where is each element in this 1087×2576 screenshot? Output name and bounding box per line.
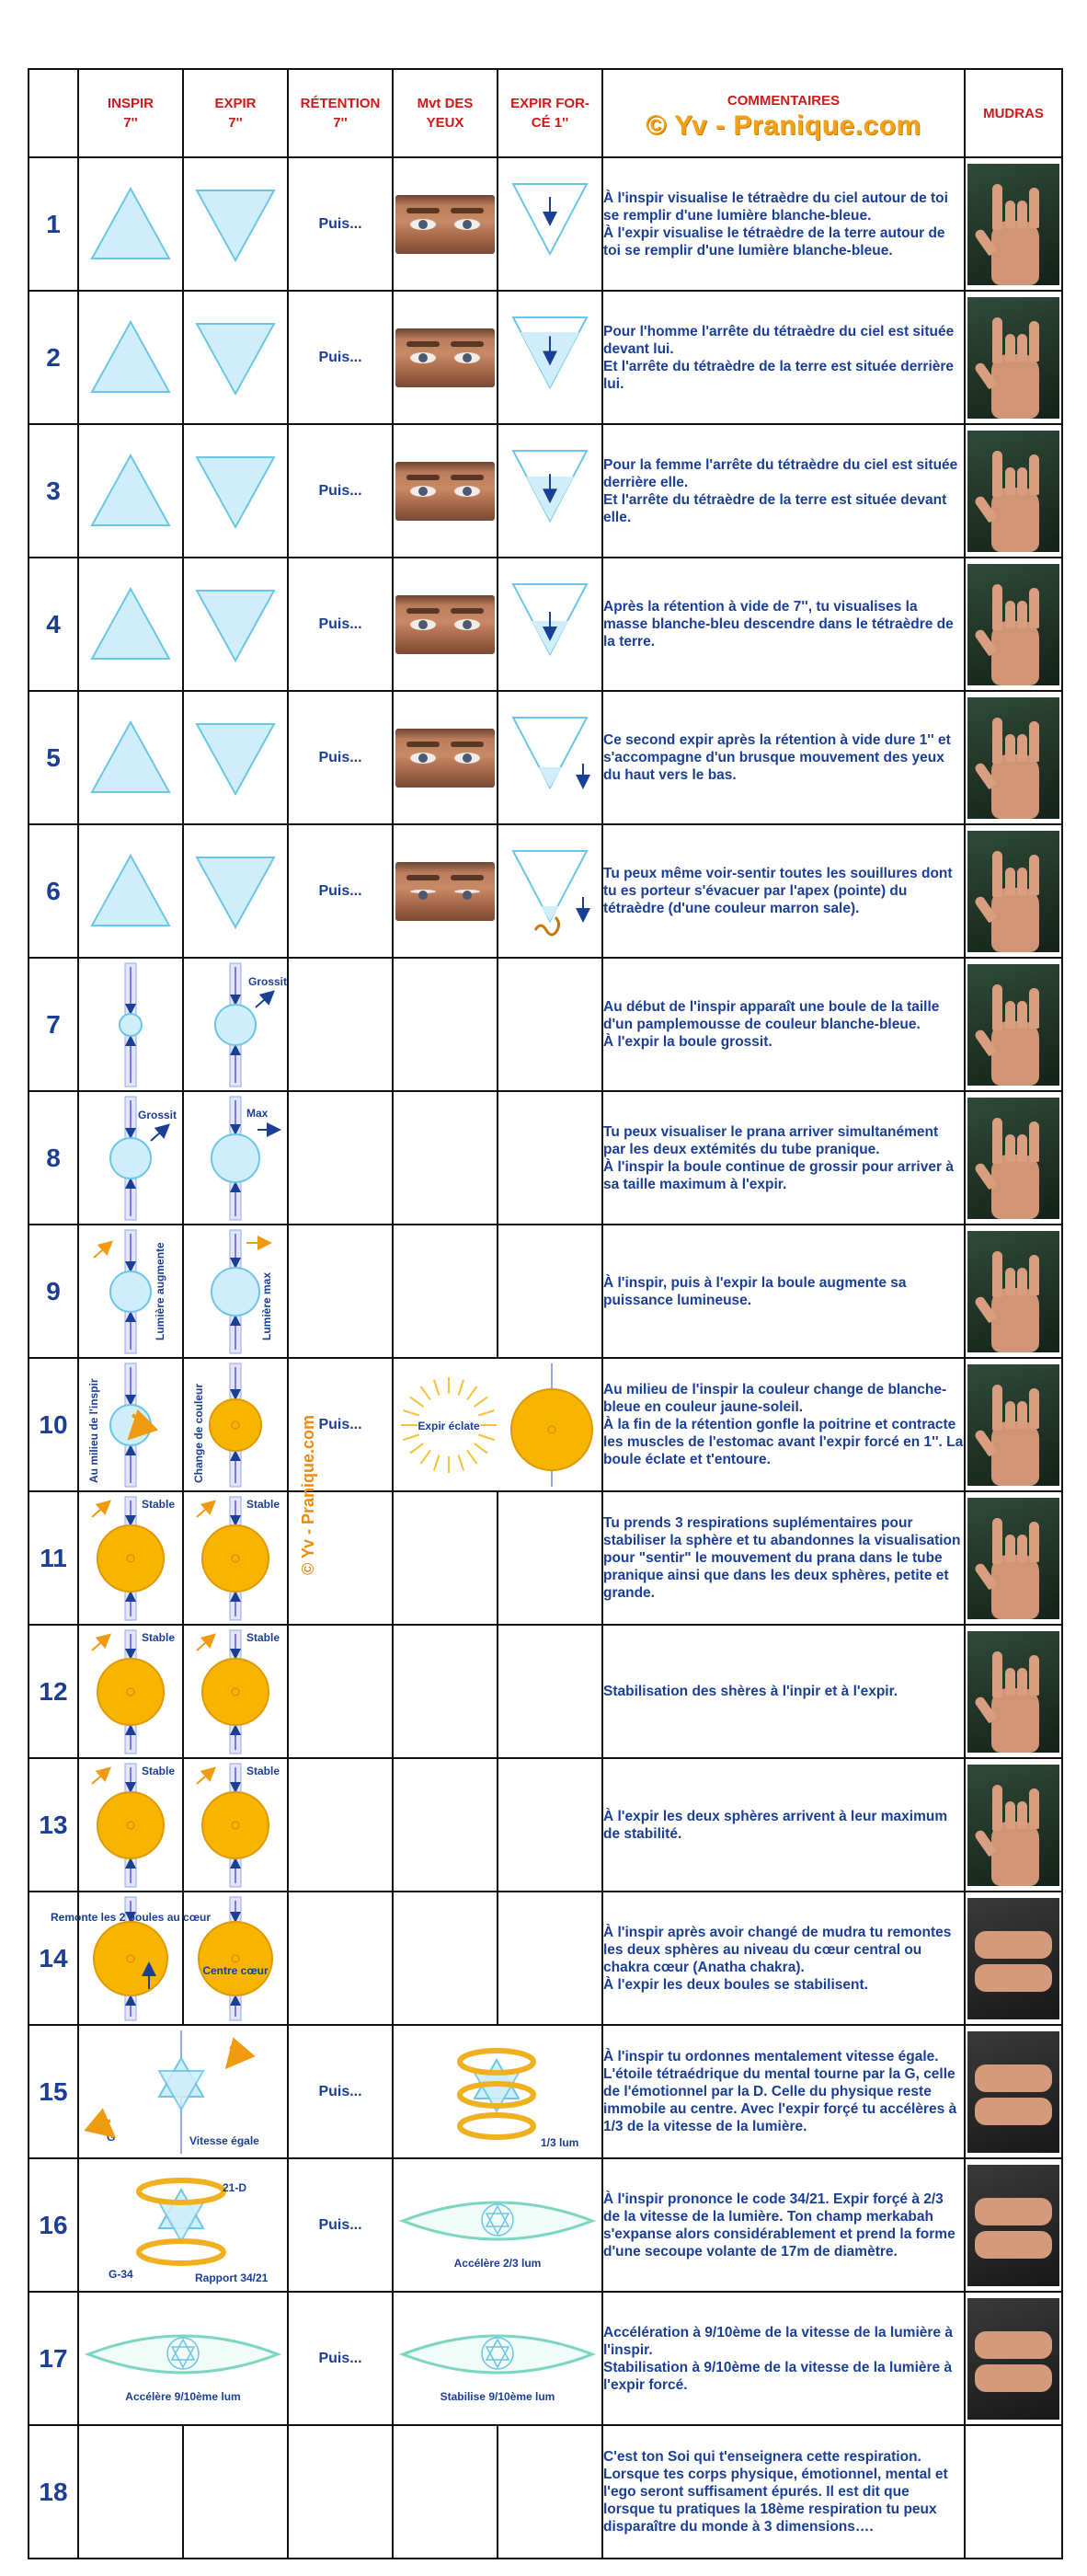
- mudra-photo: [967, 697, 1059, 819]
- row-number: 9: [29, 1225, 78, 1358]
- table-row: [29, 2025, 1062, 2158]
- expir-force-cell: [498, 1091, 602, 1225]
- table-row: [29, 824, 1062, 958]
- comment-cell: [602, 2425, 965, 2559]
- expir-diagram: [183, 424, 288, 558]
- header-expir: EXPIR 7'': [183, 69, 288, 157]
- table-row: [29, 958, 1062, 1091]
- header-mudras: MUDRAS: [965, 69, 1062, 157]
- table-row: [29, 291, 1062, 424]
- inspir-diagram: [78, 1225, 183, 1358]
- diagram-label: Stable: [142, 1764, 176, 1777]
- retention-cell: Puis...: [288, 424, 393, 558]
- mudra-photo: [967, 831, 1059, 952]
- table-row: [29, 2425, 1062, 2559]
- row-number: 10: [29, 1358, 78, 1491]
- mudra-photo: [967, 564, 1059, 685]
- expir-force-cell: [498, 1758, 602, 1892]
- retention-cell: Puis...: [288, 1358, 393, 1491]
- comment-cell: [602, 1091, 965, 1225]
- breathing-table: [28, 68, 1063, 2559]
- mudra-cell: [965, 2292, 1062, 2425]
- diagram-label: 1/3 lum: [541, 2135, 579, 2149]
- inspir-diagram: [78, 1625, 183, 1758]
- row-number: 12: [29, 1625, 78, 1758]
- table-row: [29, 1358, 1062, 1491]
- mudra-photo: [967, 164, 1059, 285]
- diagram-label: Centre cœur: [202, 1963, 269, 1977]
- diagram-label: D: [232, 2051, 240, 2064]
- brand-logo: © Yv - Pranique.com: [646, 110, 921, 141]
- mudra-cell: [965, 691, 1062, 824]
- inspir-diagram: [78, 1091, 183, 1225]
- inspir-diagram: [78, 1758, 183, 1892]
- mudra-cell: [965, 424, 1062, 558]
- inspir-diagram: [78, 1358, 183, 1491]
- diagram-label: Grossit: [138, 1108, 177, 1121]
- diagram-label: Rapport 34/21: [195, 2271, 269, 2284]
- eyes-photo: [395, 595, 495, 654]
- retention-cell: [288, 1091, 393, 1225]
- mudra-cell: [965, 1758, 1062, 1892]
- inspir-diagram: [78, 291, 183, 424]
- comment-text: C'est ton Soi qui t'enseignera cette respiration. Lorsque tes corps physique, émotionnel, mental et l'ego seront suffisament épurés. Il est dit que lorsque tu pratiques la 18ème respiration tu peux disparaître du monde à 3 dimensions….: [603, 2449, 948, 2535]
- mudra-photo: [967, 964, 1059, 1086]
- eyes-cell: [393, 1225, 498, 1358]
- header-comments-label: COMMENTAIRES: [727, 93, 841, 109]
- mudra-cell: [965, 2025, 1062, 2158]
- comment-cell: [602, 1225, 965, 1358]
- comment-cell: [602, 958, 965, 1091]
- mudra-photo: [967, 1631, 1059, 1753]
- table-row: [29, 558, 1062, 691]
- mudra-cell: [965, 824, 1062, 958]
- comment-cell: [602, 1491, 965, 1625]
- mudra-cell: [965, 157, 1062, 291]
- comment-text: Pour l'homme l'arrête du tétraèdre du ciel est située devant lui. Et l'arrête du tétraèdre de la terre est située derrière lui.: [603, 323, 955, 392]
- eyes-photo: [395, 195, 495, 254]
- diagram-label: Stable: [142, 1497, 176, 1511]
- comment-text: Stabilisation des shères à l'inpir et à l'expir.: [603, 1684, 898, 1699]
- comment-text: Ce second expir après la rétention à vide dure 1'' et s'accompagne d'un brusque mouvement des yeux du haut vers le bas.: [603, 732, 951, 783]
- inspir-expir-diagram: [78, 2025, 288, 2158]
- header-num: [29, 69, 78, 157]
- expir-force-cell: [498, 1892, 602, 2025]
- comment-text: Au début de l'inspir apparaît une boule de la taille d'un pamplemousse de couleur blanche-bleue. À l'expir la boule grossit.: [603, 999, 940, 1050]
- retention-cell: Puis...: [288, 291, 393, 424]
- eyes-cell: [393, 1625, 498, 1758]
- comment-text: À l'inspir, puis à l'expir la boule augmente sa puissance lumineuse.: [603, 1274, 907, 1308]
- diagram-label: Stable: [246, 1630, 280, 1644]
- mudra-photo: [967, 1898, 1059, 2019]
- inspir-expir-diagram: [78, 2292, 288, 2425]
- expir-diagram: [183, 2425, 288, 2559]
- inspir-diagram: [78, 958, 183, 1091]
- inspir-diagram: [78, 424, 183, 558]
- eyes-cell: [393, 558, 498, 691]
- table-row: [29, 2158, 1062, 2292]
- comment-cell: [602, 558, 965, 691]
- diagram-label: Max: [246, 1106, 269, 1120]
- table-header: [29, 69, 1062, 157]
- inspir-diagram: [78, 691, 183, 824]
- row-number: 6: [29, 824, 78, 958]
- comment-cell: [602, 2158, 965, 2292]
- mudra-cell: [965, 1225, 1062, 1358]
- comment-text: Tu peux même voir-sentir toutes les souillures dont tu es porteur s'évacuer par l'apex (pointe) du tétraèdre (d'une couleur marron sale).: [603, 866, 953, 916]
- retention-cell: Puis...: [288, 691, 393, 824]
- mudra-cell: [965, 2158, 1062, 2292]
- expir-force-diagram: [498, 424, 602, 558]
- expir-force-cell: [498, 1225, 602, 1358]
- retention-cell: [288, 2425, 393, 2559]
- mudra-cell: [965, 1091, 1062, 1225]
- diagram-label: Stabilise 9/10ème lum: [440, 2389, 555, 2403]
- expir-force-diagram: [393, 2292, 602, 2425]
- row-number: 16: [29, 2158, 78, 2292]
- retention-cell: [288, 1892, 393, 2025]
- mudra-cell: [965, 291, 1062, 424]
- expir-diagram: [183, 691, 288, 824]
- comment-cell: [602, 424, 965, 558]
- breathing-table-sheet: [28, 68, 1061, 2535]
- row-number: 15: [29, 2025, 78, 2158]
- row-number: 2: [29, 291, 78, 424]
- inspir-expir-diagram: [78, 2158, 288, 2292]
- comment-text: À l'inspir après avoir changé de mudra tu remontes les deux sphères au niveau du cœur central ou chakra cœur (Anatha chakra). À l'expir les deux boules se stabilisent.: [603, 1924, 952, 1993]
- inspir-diagram: [78, 2425, 183, 2559]
- comment-cell: [602, 1758, 965, 1892]
- comment-text: À l'expir les deux sphères arrivent à leur maximum de stabilité.: [603, 1808, 948, 1842]
- eyes-photo: [395, 462, 495, 521]
- expir-diagram: [183, 824, 288, 958]
- expir-force-diagram: [498, 558, 602, 691]
- eyes-cell: [393, 424, 498, 558]
- diagram-label: Accélère 9/10ème lum: [125, 2389, 241, 2403]
- expir-force-diagram: [393, 1358, 602, 1491]
- expir-force-diagram: [498, 157, 602, 291]
- row-number: 18: [29, 2425, 78, 2559]
- retention-cell: Puis...: [288, 824, 393, 958]
- mudra-photo: [967, 1231, 1059, 1352]
- comment-text: Au milieu de l'inspir la couleur change de blanche-bleue en couleur jaune-soleil. À la fin de la rétention gonfle la poitrine et contracte les muscles de l'estomac avant l'expir forcé en 1''. La boule éclate et t'entoure.: [603, 1382, 964, 1467]
- diagram-label: Change de couleur: [192, 1383, 205, 1483]
- row-number: 17: [29, 2292, 78, 2425]
- mudra-photo: [967, 297, 1059, 419]
- diagram-label: Stable: [142, 1630, 176, 1644]
- comment-cell: [602, 291, 965, 424]
- row-number: 7: [29, 958, 78, 1091]
- header-retention: RÉTENTION 7'': [288, 69, 393, 157]
- inspir-diagram: [78, 824, 183, 958]
- retention-cell: Puis...: [288, 2025, 393, 2158]
- expir-diagram: [183, 1358, 288, 1491]
- table-row: [29, 1758, 1062, 1892]
- diagram-label: G: [107, 2130, 116, 2144]
- table-row: [29, 691, 1062, 824]
- row-number: 4: [29, 558, 78, 691]
- mudra-photo: [967, 2165, 1059, 2286]
- table-row: [29, 157, 1062, 291]
- header-eyes: Mvt DES YEUX: [393, 69, 498, 157]
- eyes-cell: [393, 1758, 498, 1892]
- table-row: [29, 1225, 1062, 1358]
- expir-diagram: [183, 291, 288, 424]
- expir-force-diagram: [393, 2158, 602, 2292]
- retention-cell: Puis...: [288, 2292, 393, 2425]
- diagram-label: 21-D: [223, 2180, 247, 2194]
- eyes-photo: [395, 328, 495, 387]
- comment-text: À l'inspir visualise le tétraèdre du ciel autour de toi se remplir d'une lumière blanche-bleue. À l'expir visualise le tétraèdre de la terre autour de toi se remplir d'une lumière blanche-bleue.: [603, 190, 948, 259]
- expir-force-diagram: [498, 691, 602, 824]
- expir-diagram: [183, 1758, 288, 1892]
- retention-cell: [288, 1758, 393, 1892]
- mudra-cell: [965, 1892, 1062, 2025]
- expir-diagram: [183, 1491, 288, 1625]
- eyes-cell: [393, 1091, 498, 1225]
- retention-cell: [288, 1625, 393, 1758]
- expir-diagram: [183, 958, 288, 1091]
- eyes-cell: [393, 1892, 498, 2025]
- eyes-photo: [395, 862, 495, 921]
- eyes-cell: [393, 691, 498, 824]
- header-comments: [602, 69, 965, 157]
- diagram-label: Remonte les 2 boules au cœur: [50, 1910, 212, 1924]
- table-row: [29, 2292, 1062, 2425]
- comment-text: Accélération à 9/10ème de la vitesse de la lumière à l'inspir. Stabilisation à 9/10ème de la vitesse de la lumière à l'expir forcé.: [603, 2324, 953, 2393]
- row-number: 14: [29, 1892, 78, 2025]
- row-number: 13: [29, 1758, 78, 1892]
- mudra-cell: [965, 558, 1062, 691]
- diagram-label: Stable: [246, 1497, 280, 1511]
- comment-text: Tu prends 3 respirations suplémentaires pour stabiliser la sphère et tu abandonnes la visualisation pour "sentir" le mouvement du prana dans le tube pranique ainsi que dans les deux sphères, petite et grande.: [603, 1515, 961, 1601]
- comment-text: Pour la femme l'arrête du tétraèdre du ciel est située derrière elle. Et l'arrête du tétraèdre de la terre est située devant elle.: [603, 456, 958, 525]
- eyes-cell: [393, 291, 498, 424]
- mudra-cell: [965, 2425, 1062, 2559]
- eyes-cell: [393, 958, 498, 1091]
- table-row: [29, 424, 1062, 558]
- expir-diagram: [183, 1225, 288, 1358]
- vertical-brand: © Yv - Pranique.com: [299, 1415, 317, 1575]
- mudra-photo: [967, 431, 1059, 552]
- expir-diagram: [183, 558, 288, 691]
- mudra-photo: [967, 1098, 1059, 1219]
- mudra-photo: [967, 1364, 1059, 1486]
- diagram-label: Accélère 2/3 lum: [453, 2256, 542, 2270]
- mudra-cell: [965, 1625, 1062, 1758]
- table-row: [29, 1892, 1062, 2025]
- comment-cell: [602, 2292, 965, 2425]
- eyes-cell: [393, 1491, 498, 1625]
- expir-force-diagram: [498, 824, 602, 958]
- header-expir-force: EXPIR FOR- CÉ 1'': [498, 69, 602, 157]
- comment-text: À l'inspir prononce le code 34/21. Expir forçé à 2/3 de la vitesse de la lumière. Ton champ merkabah s'expanse alors considérablement et prend la forme d'une secoupe volante de 17m de diamètre.: [603, 2191, 955, 2260]
- mudra-photo: [967, 1498, 1059, 1619]
- table-row: [29, 1091, 1062, 1225]
- row-number: 1: [29, 157, 78, 291]
- retention-cell: Puis...: [288, 558, 393, 691]
- retention-cell: Puis...: [288, 157, 393, 291]
- mudra-photo: [967, 1765, 1059, 1886]
- expir-diagram: [183, 1091, 288, 1225]
- row-number: 5: [29, 691, 78, 824]
- mudra-photo: [967, 2298, 1059, 2420]
- comment-cell: [602, 1892, 965, 2025]
- header-inspir: INSPIR 7'': [78, 69, 183, 157]
- diagram-label: Expir éclate: [418, 1419, 480, 1432]
- comment-cell: [602, 824, 965, 958]
- comment-text: Après la rétention à vide de 7'', tu visualises la masse blanche-bleu descendre dans le tétraèdre de la terre.: [603, 599, 954, 650]
- eyes-photo: [395, 729, 495, 788]
- diagram-label: Stable: [246, 1764, 280, 1777]
- diagram-label: Lumière max: [260, 1271, 273, 1340]
- comment-cell: [602, 691, 965, 824]
- row-number: 3: [29, 424, 78, 558]
- row-number: 11: [29, 1491, 78, 1625]
- diagram-label: Grossit: [248, 974, 288, 988]
- expir-force-cell: [498, 958, 602, 1091]
- table-row: [29, 1491, 1062, 1625]
- mudra-cell: [965, 1491, 1062, 1625]
- expir-force-diagram: [498, 291, 602, 424]
- eyes-cell: [393, 2425, 498, 2559]
- expir-force-cell: [498, 1491, 602, 1625]
- comment-cell: [602, 1625, 965, 1758]
- table-row: [29, 1625, 1062, 1758]
- mudra-cell: [965, 958, 1062, 1091]
- comment-cell: [602, 157, 965, 291]
- eyes-cell: [393, 824, 498, 958]
- retention-cell: [288, 958, 393, 1091]
- mudra-photo: [967, 2031, 1059, 2153]
- expir-diagram: [183, 157, 288, 291]
- comment-text: À l'inspir tu ordonnes mentalement vitesse égale. L'étoile tétraédrique du mental tourne par la G, celle de l'émotionnel par la D. Celle du physique reste immobile au centre. Avec l'expir forçé tu accélères à 1/3 de la vitesse de la lumière.: [603, 2049, 957, 2134]
- expir-force-diagram: [393, 2025, 602, 2158]
- expir-force-cell: [498, 2425, 602, 2559]
- inspir-diagram: [78, 157, 183, 291]
- row-number: 8: [29, 1091, 78, 1225]
- retention-cell: Puis...: [288, 2158, 393, 2292]
- diagram-label: Au milieu de l'inspir: [87, 1377, 100, 1483]
- eyes-cell: [393, 157, 498, 291]
- expir-force-cell: [498, 1625, 602, 1758]
- mudra-cell: [965, 1358, 1062, 1491]
- inspir-diagram: [78, 558, 183, 691]
- comment-cell: [602, 1358, 965, 1491]
- expir-diagram: [183, 1625, 288, 1758]
- diagram-label: Vitesse égale: [189, 2133, 259, 2147]
- comment-cell: [602, 2025, 965, 2158]
- retention-cell: [288, 1225, 393, 1358]
- diagram-label: Lumière augmente: [154, 1241, 166, 1340]
- inspir-diagram: [78, 1491, 183, 1625]
- comment-text: Tu peux visualiser le prana arriver simultanément par les deux extémités du tube pranique. À l'inspir la boule continue de grossir pour arriver à sa taille maximum à l'expir.: [603, 1123, 954, 1192]
- diagram-label: G-34: [109, 2267, 133, 2281]
